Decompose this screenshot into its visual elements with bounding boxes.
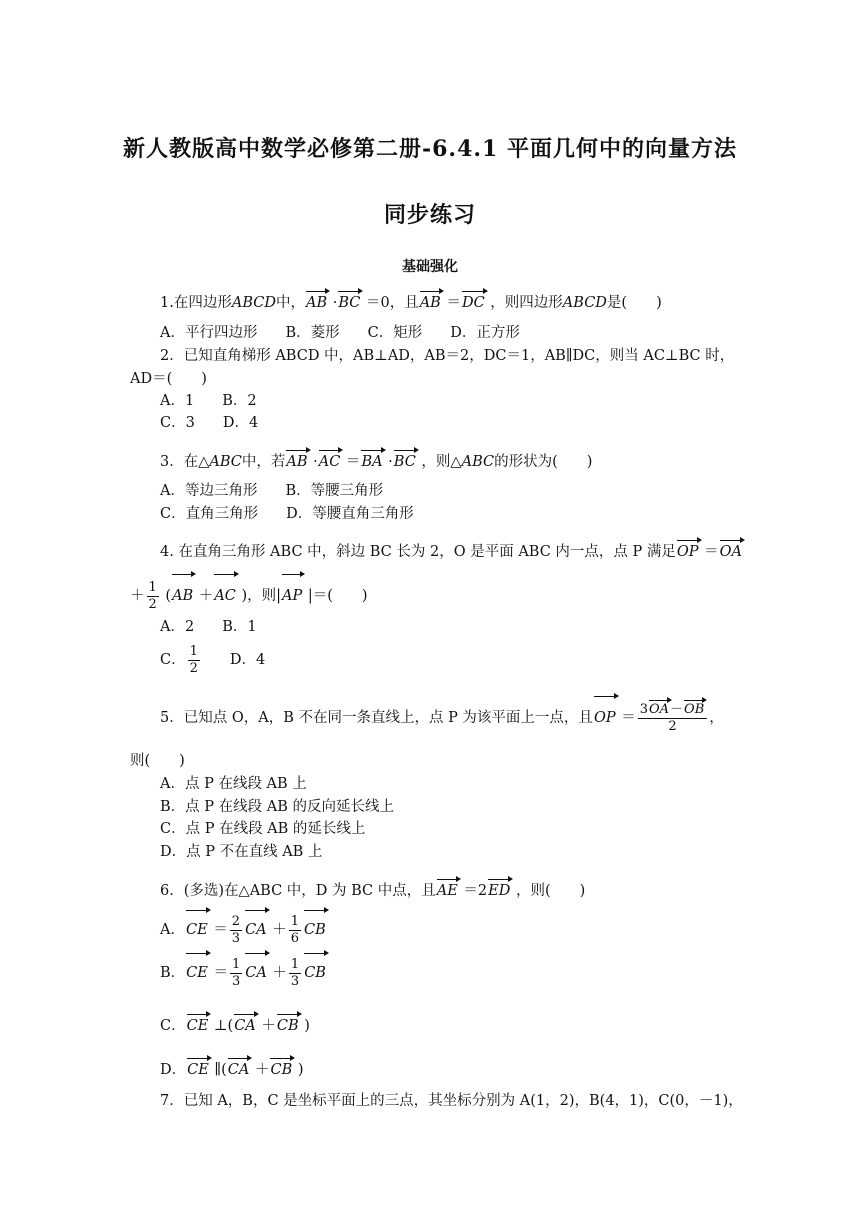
q2-stem-line1: 2．已知直角梯形 ABCD 中，AB⊥AD，AB＝2，DC＝1，AB∥DC，则当 AC⊥BC 时， xyxy=(160,348,735,364)
q3-stem: 3．在△ABC中，若AB ·AC ＝BA ·BC ，则△ABC的形状为( ) xyxy=(160,454,593,470)
page-title-line2: 同步练习 xyxy=(383,202,476,228)
q6-option-d: D．CE ∥(CA ＋CB ) xyxy=(160,1062,304,1078)
fraction: $\frac{1}{2}$ xyxy=(148,579,157,612)
q7-stem-line1: 7．已知 A，B，C 是坐标平面上的三点，其坐标分别为 A(1，2)，B(4，1)，C(0，－1)， xyxy=(160,1093,743,1109)
fraction: $\frac{1}{3}$ xyxy=(290,956,300,989)
fraction: $\frac{1}{3}$ xyxy=(231,956,241,989)
q3-options-cd: C．直角三角形 D．等腰直角三角形 xyxy=(160,506,414,522)
q5-option-a: A．点 P 在线段 AB 上 xyxy=(160,776,307,792)
q5-stem-line2: 则( ) xyxy=(130,753,185,769)
q6-option-a: A．CE ＝ $\frac{2}{3}$ CA ＋ $\frac{1}{6}$ CB xyxy=(160,912,327,948)
fraction: $\frac{2}{3}$ xyxy=(231,913,241,946)
q4-options-ab: A．2 B．1 xyxy=(160,619,257,635)
q4-options-cd: C． $\frac{1}{2}$ D．4 xyxy=(160,643,266,676)
fraction: $\frac{1}{2}$ xyxy=(189,643,198,676)
q2-options-cd: C．3 D．4 xyxy=(160,415,259,431)
fraction: $\frac{1}{6}$ xyxy=(290,913,300,946)
page-title-line1: 新人教版高中数学必修第二册-6.4.1 平面几何中的向量方法 xyxy=(122,136,738,162)
section-heading: 基础强化 xyxy=(402,259,458,275)
q5-option-d: D．点 P 不在直线 AB 上 xyxy=(160,844,323,860)
q4-stem-line1: 4. 在直角三角形 ABC 中，斜边 BC 长为 2，O 是平面 ABC 内一点，点 P 满足OP ＝OA xyxy=(160,544,743,560)
q2-stem-line2: AD＝( ) xyxy=(130,371,207,387)
q5-option-b: B．点 P 在线段 AB 的反向延长线上 xyxy=(160,799,394,815)
q1-options: A．平行四边形 B．菱形 C．矩形 D．正方形 xyxy=(160,325,520,341)
q5-stem-line1: 5．已知点 O，A，B 不在同一条直线上，点 P 为该平面上一点，且OP ＝ $\frac{3OA-OB}{2}$ ， xyxy=(160,698,724,738)
q3-options-ab: A．等边三角形 B．等腰三角形 xyxy=(160,483,384,499)
q6-option-c: C．CE ⊥(CA ＋CB ) xyxy=(160,1018,310,1034)
q2-options-ab: A．1 B．2 xyxy=(160,393,257,409)
q6-stem: 6．(多选)在△ABC 中，D 为 BC 中点，且AE ＝2ED ，则( ) xyxy=(160,883,586,899)
q5-option-c: C．点 P 在线段 AB 的延长线上 xyxy=(160,821,366,837)
q6-option-b: B．CE ＝ $\frac{1}{3}$ CA ＋ $\frac{1}{3}$ CB xyxy=(160,955,327,991)
fraction: $\frac{3OA-OB}{2}$ xyxy=(638,702,708,735)
q4-stem-line2: ＋ $\frac{1}{2}$ (AB ＋AC )，则|AP |＝( ) xyxy=(130,576,368,616)
q1-stem: 1.在四边形ABCD中，AB ·BC ＝0，且AB ＝DC ，则四边形ABCD是( ) xyxy=(160,295,662,311)
